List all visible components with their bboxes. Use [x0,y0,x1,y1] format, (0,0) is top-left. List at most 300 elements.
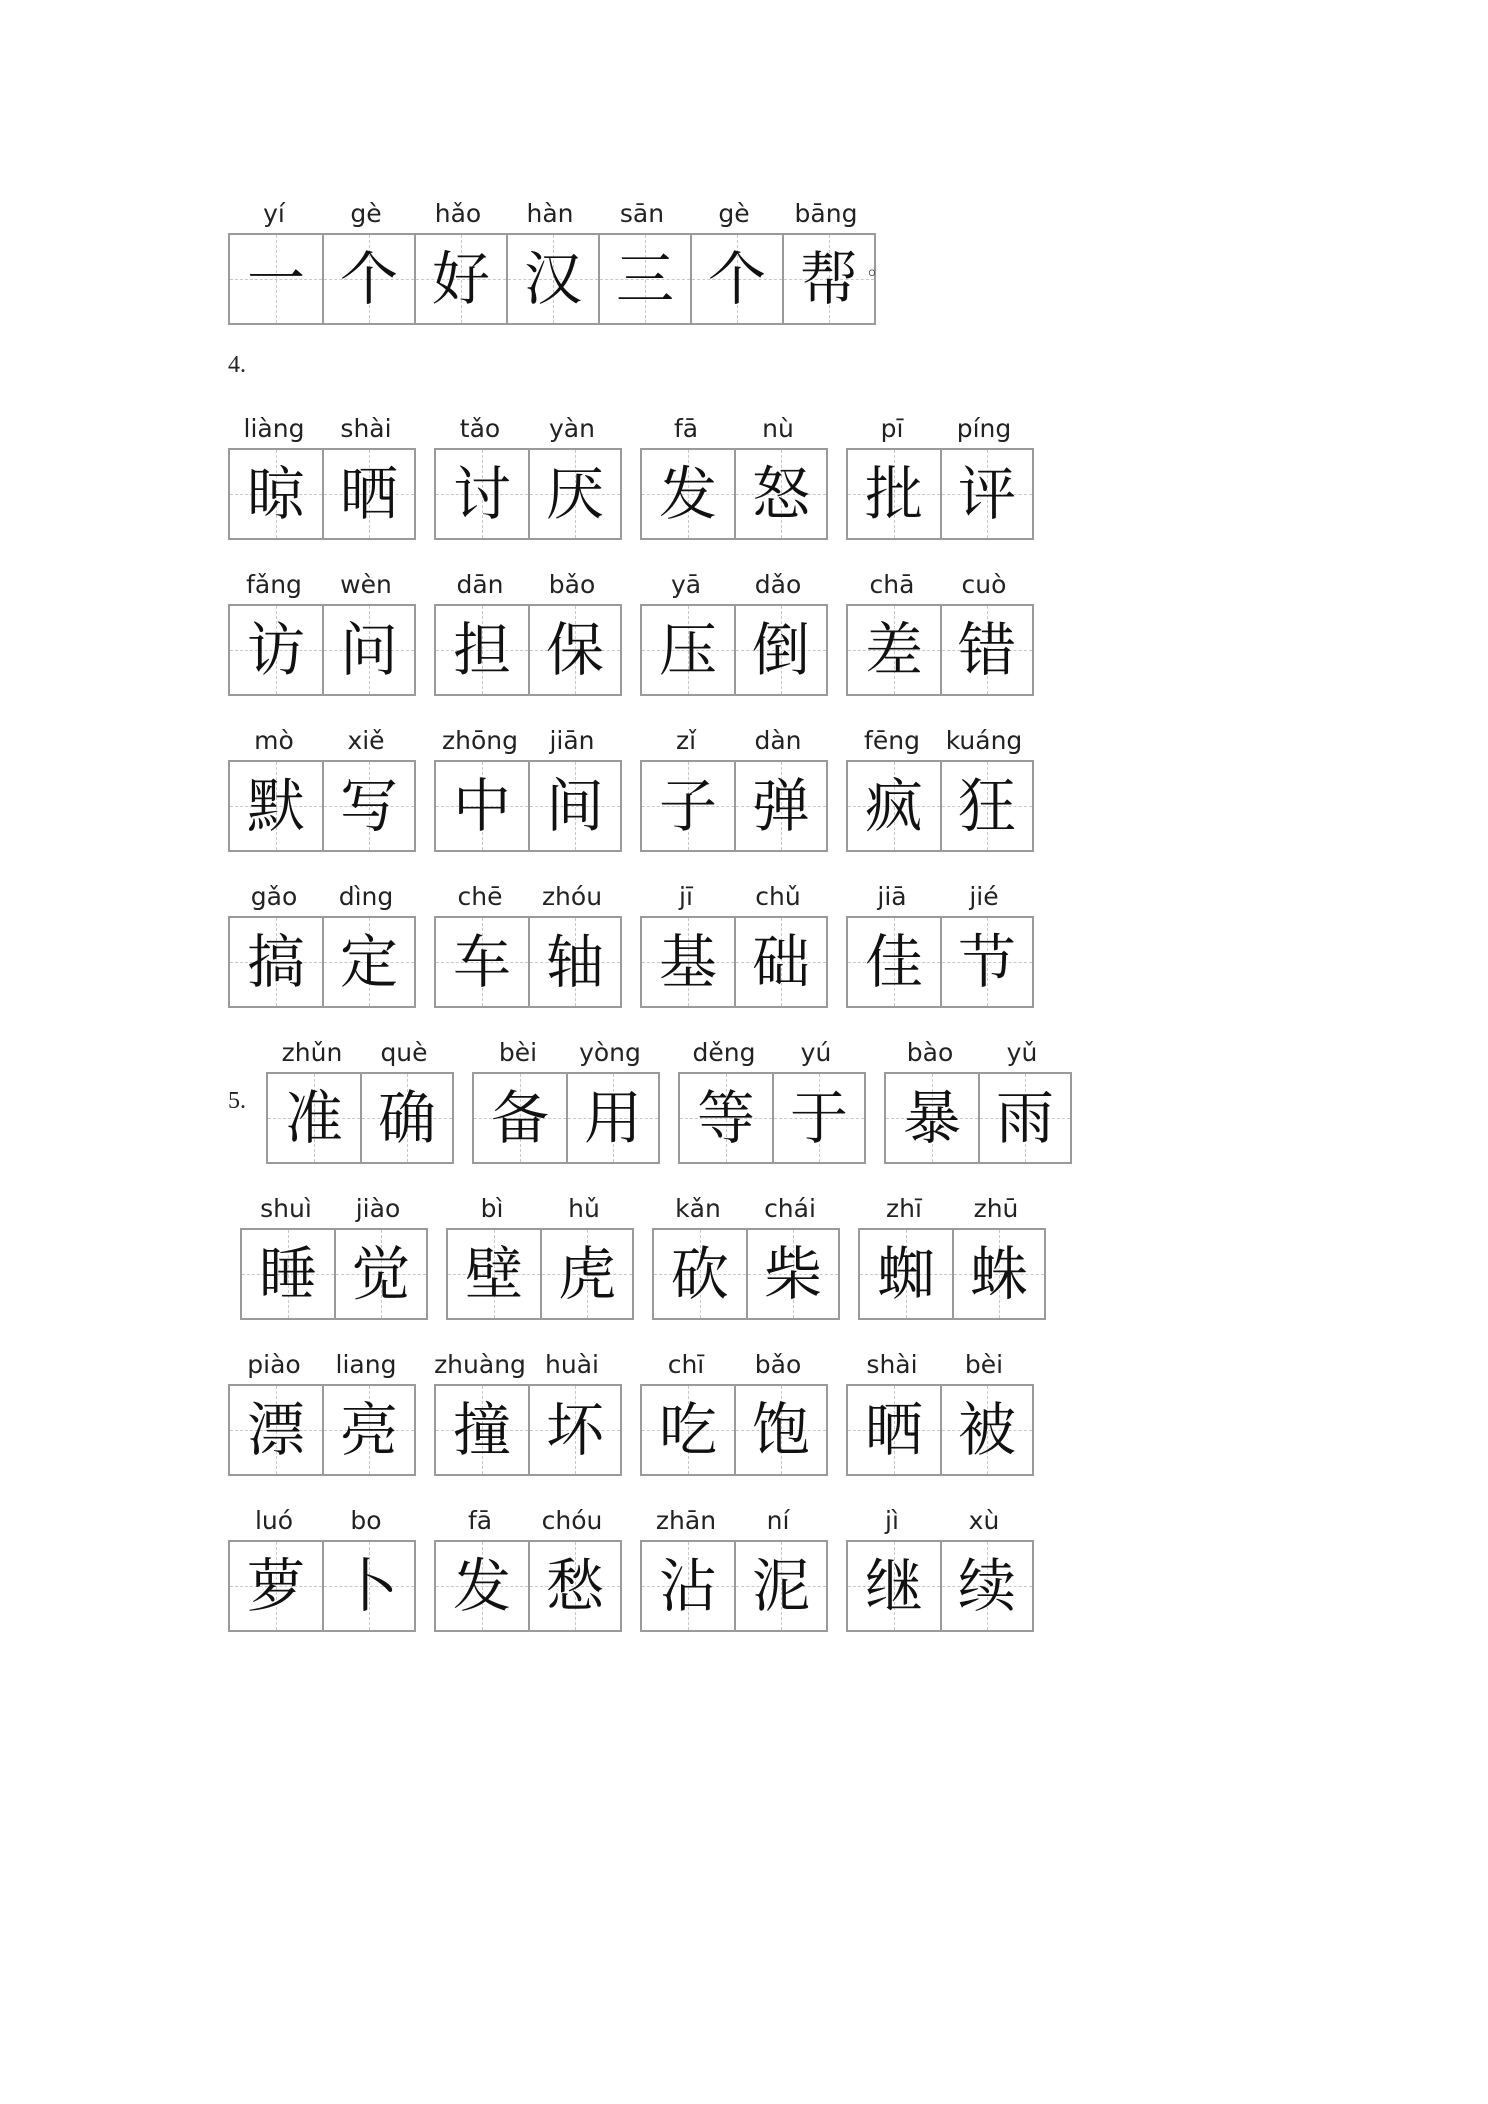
tianzige-grid [434,604,622,696]
tianzige-cell [528,918,620,1006]
hanzi-character: 漂 [246,1396,305,1464]
hanzi-character: 被 [957,1396,1016,1464]
pinyin: zǐ [675,726,697,755]
tianzige-cell [642,450,734,538]
tianzige-cell [598,235,690,323]
tianzige-cell [952,1230,1044,1318]
hanzi-character: 访 [246,616,305,684]
word-pair [434,410,622,540]
tianzige-cell [230,1386,322,1474]
word-pair [446,1190,634,1320]
hanzi-character: 等 [696,1084,755,1152]
pinyin: chā [869,570,915,599]
hanzi-character: 厌 [545,460,604,528]
tianzige-cell [360,1074,452,1162]
pinyin: cuò [961,570,1007,599]
pinyin: fēng [864,726,920,755]
pinyin-line [846,1502,1034,1540]
hanzi-character: 续 [957,1552,1016,1620]
pinyin: zhuàng [434,1350,526,1379]
pinyin-line [858,1190,1046,1228]
tianzige-cell [436,606,528,694]
pinyin: bo [350,1506,382,1535]
pinyin-line [434,410,622,448]
tianzige-cell [734,606,826,694]
pinyin-line [228,722,416,760]
hanzi-character: 沾 [658,1552,717,1620]
tianzige-grid [434,1384,622,1476]
tianzige-cell [940,1542,1032,1630]
tianzige-grid [640,1540,828,1632]
tianzige-grid [228,1384,416,1476]
hanzi-character: 评 [957,460,1016,528]
hanzi-character: 发 [452,1552,511,1620]
pinyin-line [266,1034,454,1072]
hanzi-character: 倒 [751,616,810,684]
tianzige-grid [884,1072,1072,1164]
word-pair [640,722,828,852]
tianzige-grid [640,448,828,540]
hanzi-character: 个 [339,245,398,313]
pinyin-line [640,878,828,916]
sentence-grid [228,195,876,325]
tianzige-grid [446,1228,634,1320]
hanzi-character: 柴 [763,1240,822,1308]
tianzige-cell [322,918,414,1006]
hanzi-character: 个 [707,245,766,313]
hanzi-character: 疯 [864,772,923,840]
tianzige-cell [886,1074,978,1162]
word-pair [240,1190,428,1320]
tianzige-cell [322,1542,414,1630]
hanzi-character: 吃 [658,1396,717,1464]
pinyin-line [434,1502,622,1540]
hanzi-character: 佳 [864,928,923,996]
pinyin: piào [247,1350,301,1379]
pinyin: dìng [338,882,394,911]
hanzi-character: 亮 [339,1396,398,1464]
pinyin: jiān [549,726,595,755]
tianzige-cell [860,1230,952,1318]
tianzige-cell [848,918,940,1006]
pinyin-line [846,722,1034,760]
tianzige-grid [846,916,1034,1008]
tianzige-grid [846,1384,1034,1476]
word-pair [678,1034,866,1164]
hanzi-character: 饱 [751,1396,810,1464]
tianzige-cell [528,606,620,694]
tianzige-cell [528,450,620,538]
tianzige-cell [414,235,506,323]
pinyin: xù [968,1506,1000,1535]
pinyin-line [846,566,1034,604]
hanzi-character: 子 [658,772,717,840]
pinyin: bì [480,1194,504,1223]
tianzige-grid [434,760,622,852]
pinyin-line [846,878,1034,916]
tianzige-grid [472,1072,660,1164]
word-pair [434,1346,622,1476]
tianzige-cell [322,762,414,850]
tianzige-cell [242,1230,334,1318]
pinyin: chī [667,1350,705,1379]
word-pair [640,1346,828,1476]
pinyin-line [846,410,1034,448]
pinyin: bǎo [548,570,596,599]
tianzige-cell [642,606,734,694]
section-4-row-1 [228,410,1052,540]
hanzi-character: 节 [957,928,1016,996]
tianzige-grid [240,1228,428,1320]
tianzige-cell [642,918,734,1006]
pinyin: liang [335,1350,397,1379]
tianzige-grid [266,1072,454,1164]
pinyin: yú [800,1038,832,1067]
pinyin: tǎo [459,414,501,443]
tianzige-cell [230,235,322,323]
tianzige-cell [506,235,598,323]
pinyin-line [640,1502,828,1540]
hanzi-character: 问 [339,616,398,684]
tianzige-grid [640,604,828,696]
hanzi-character: 晾 [246,460,305,528]
pinyin: mò [254,726,294,755]
hanzi-character: 车 [452,928,511,996]
hanzi-character: 准 [284,1084,343,1152]
pinyin: shài [340,414,392,443]
word-pair [846,878,1034,1008]
pinyin: yí [263,199,285,228]
tianzige-cell [566,1074,658,1162]
tianzige-cell [528,762,620,850]
tianzige-cell [230,450,322,538]
word-pair [228,566,416,696]
word-pair [858,1190,1046,1320]
hanzi-character: 担 [452,616,511,684]
hanzi-character: 定 [339,928,398,996]
pinyin: fā [467,1506,493,1535]
hanzi-character: 中 [452,772,511,840]
tianzige-cell [474,1074,566,1162]
tianzige-grid [678,1072,866,1164]
pinyin: zhān [655,1506,717,1535]
word-pair [640,1502,828,1632]
pinyin: hǎo [434,199,482,228]
pinyin-line [434,1346,622,1384]
pinyin: píng [956,414,1012,443]
tianzige-grid [434,916,622,1008]
pinyin: jiā [877,882,907,911]
pinyin-line [884,1034,1072,1072]
pinyin-line [640,410,828,448]
hanzi-character: 确 [377,1084,436,1152]
pinyin: fǎng [246,570,302,599]
tianzige-grid [846,1540,1034,1632]
word-pair [228,1346,416,1476]
hanzi-character: 发 [658,460,717,528]
pinyin: jié [969,882,999,911]
word-pair [228,878,416,1008]
hanzi-character: 备 [490,1084,549,1152]
hanzi-character: 差 [864,616,923,684]
tianzige-cell [940,762,1032,850]
pinyin: nù [762,414,794,443]
pinyin: chē [457,882,503,911]
tianzige-cell [734,762,826,850]
hanzi-character: 睡 [258,1240,317,1308]
tianzige-grid [228,916,416,1008]
tianzige-grid [228,760,416,852]
tianzige-grid [228,1540,416,1632]
tianzige-cell [940,606,1032,694]
pinyin: bào [906,1038,954,1067]
pinyin: kuáng [945,726,1023,755]
tianzige-cell [322,1386,414,1474]
word-pair [228,1502,416,1632]
pinyin: huài [545,1350,599,1379]
pinyin: yòng [579,1038,641,1067]
hanzi-character: 蜘 [876,1240,935,1308]
pinyin: yàn [549,414,595,443]
pinyin: zhōng [442,726,518,755]
section-4-row-3 [228,722,1052,852]
pinyin-line [228,566,416,604]
pinyin-line [434,566,622,604]
word-pair [846,1502,1034,1632]
hanzi-character: 蛛 [969,1240,1028,1308]
section-5-label: 5. [228,1088,246,1114]
tianzige-grid [640,1384,828,1476]
pinyin: bāng [794,199,858,228]
tianzige-cell [230,606,322,694]
tianzige-grid [434,448,622,540]
tianzige-grid [846,448,1034,540]
hanzi-character: 间 [545,772,604,840]
pinyin: kǎn [675,1194,721,1223]
tianzige-grid [652,1228,840,1320]
tianzige-cell [230,918,322,1006]
hanzi-character: 保 [545,616,604,684]
pinyin: bèi [964,1350,1004,1379]
pinyin: gǎo [250,882,298,911]
tianzige-cell [940,450,1032,538]
pinyin: zhǔn [281,1038,343,1067]
hanzi-character: 壁 [464,1240,523,1308]
hanzi-character: 撞 [452,1396,511,1464]
pinyin: zhū [973,1194,1019,1223]
pinyin: dǎo [754,570,802,599]
hanzi-character: 轴 [545,928,604,996]
tianzige-cell [322,606,414,694]
tianzige-cell [940,918,1032,1006]
hanzi-character: 泥 [751,1552,810,1620]
hanzi-character: 觉 [351,1240,410,1308]
hanzi-character: 基 [658,928,717,996]
tianzige-grid [228,233,876,325]
hanzi-character: 砍 [670,1240,729,1308]
tianzige-grid [846,760,1034,852]
tianzige-cell [734,918,826,1006]
tianzige-cell [322,235,414,323]
hanzi-character: 暴 [902,1084,961,1152]
pinyin-line [640,1346,828,1384]
pinyin: bèi [498,1038,538,1067]
pinyin-line [434,878,622,916]
pinyin: fā [673,414,699,443]
pinyin: pī [880,414,904,443]
tianzige-cell [848,450,940,538]
tianzige-grid [858,1228,1046,1320]
tianzige-cell [734,450,826,538]
pinyin: sān [619,199,665,228]
word-pair [652,1190,840,1320]
word-pair [434,722,622,852]
tianzige-cell [642,762,734,850]
pinyin-line [652,1190,840,1228]
pinyin-line [228,410,416,448]
hanzi-character: 晒 [339,460,398,528]
tianzige-grid [228,448,416,540]
sentence-end-mark: 。 [868,254,891,279]
tianzige-cell [334,1230,426,1318]
tianzige-cell [540,1230,632,1318]
section-5-row-4 [228,1502,1052,1632]
hanzi-character: 础 [751,928,810,996]
tianzige-cell [940,1386,1032,1474]
tianzige-cell [230,762,322,850]
hanzi-character: 于 [789,1084,848,1152]
pinyin: bǎo [754,1350,802,1379]
hanzi-character: 搞 [246,928,305,996]
hanzi-character: 怒 [751,460,810,528]
pinyin: gè [350,199,382,228]
hanzi-character: 默 [246,772,305,840]
pinyin-line [228,195,876,233]
tianzige-cell [436,1386,528,1474]
hanzi-character: 帮 [799,245,858,313]
tianzige-grid [640,760,828,852]
pinyin: shài [866,1350,918,1379]
hanzi-character: 压 [658,616,717,684]
pinyin: luó [254,1506,294,1535]
pinyin: shuì [260,1194,312,1223]
section-5-row-2 [240,1190,1064,1320]
hanzi-character: 弹 [751,772,810,840]
tianzige-cell [528,1386,620,1474]
pinyin: liàng [243,414,305,443]
hanzi-character: 汉 [523,245,582,313]
hanzi-character: 讨 [452,460,511,528]
pinyin-line [434,722,622,760]
hanzi-character: 三 [615,245,674,313]
word-pair [228,722,416,852]
pinyin-line [228,1502,416,1540]
pinyin: hàn [526,199,574,228]
hanzi-character: 愁 [545,1552,604,1620]
tianzige-cell [448,1230,540,1318]
pinyin-line [640,722,828,760]
word-pair [846,566,1034,696]
hanzi-character: 狂 [957,772,1016,840]
tianzige-grid [434,1540,622,1632]
pinyin: chóu [541,1506,603,1535]
pinyin: chǔ [755,882,801,911]
section-5-row-1 [266,1034,1090,1164]
pinyin: wèn [340,570,392,599]
tianzige-cell [978,1074,1070,1162]
hanzi-character: 好 [431,245,490,313]
word-pair [472,1034,660,1164]
pinyin: dàn [754,726,802,755]
tianzige-cell [746,1230,838,1318]
pinyin-line [678,1034,866,1072]
pinyin: gè [718,199,750,228]
pinyin: yā [670,570,702,599]
pinyin: ní [766,1506,790,1535]
tianzige-cell [322,450,414,538]
hanzi-character: 错 [957,616,1016,684]
tianzige-cell [436,1542,528,1630]
pinyin: jiào [355,1194,401,1223]
tianzige-cell [654,1230,746,1318]
section-5-row-3 [228,1346,1052,1476]
pinyin-line [472,1034,660,1072]
hanzi-character: 雨 [995,1084,1054,1152]
hanzi-character: 坏 [545,1396,604,1464]
tianzige-cell [680,1074,772,1162]
tianzige-cell [848,606,940,694]
tianzige-cell [230,1542,322,1630]
hanzi-character: 用 [583,1084,642,1152]
tianzige-cell [782,235,874,323]
word-pair [228,410,416,540]
tianzige-cell [268,1074,360,1162]
hanzi-character: 虎 [557,1240,616,1308]
tianzige-cell [772,1074,864,1162]
tianzige-cell [848,762,940,850]
tianzige-cell [734,1386,826,1474]
tianzige-cell [690,235,782,323]
tianzige-cell [642,1386,734,1474]
pinyin: hǔ [568,1194,600,1223]
tianzige-grid [640,916,828,1008]
sentence-row [228,195,876,325]
pinyin-line [240,1190,428,1228]
word-pair [884,1034,1072,1164]
pinyin: zhī [886,1194,922,1223]
tianzige-cell [436,450,528,538]
word-pair [640,878,828,1008]
pinyin: jì [885,1506,899,1535]
pinyin-line [446,1190,634,1228]
hanzi-character: 晒 [864,1396,923,1464]
pinyin-line [640,566,828,604]
pinyin-line [228,1346,416,1384]
section-4-label: 4. [228,352,246,378]
hanzi-character: 卜 [339,1552,398,1620]
hanzi-character: 一 [246,245,305,313]
word-pair [266,1034,454,1164]
hanzi-character: 萝 [246,1552,305,1620]
pinyin: jī [679,882,693,911]
tianzige-cell [734,1542,826,1630]
tianzige-cell [848,1542,940,1630]
pinyin: yǔ [1006,1038,1038,1067]
pinyin: děng [692,1038,756,1067]
tianzige-grid [846,604,1034,696]
tianzige-grid [228,604,416,696]
hanzi-character: 继 [864,1552,923,1620]
